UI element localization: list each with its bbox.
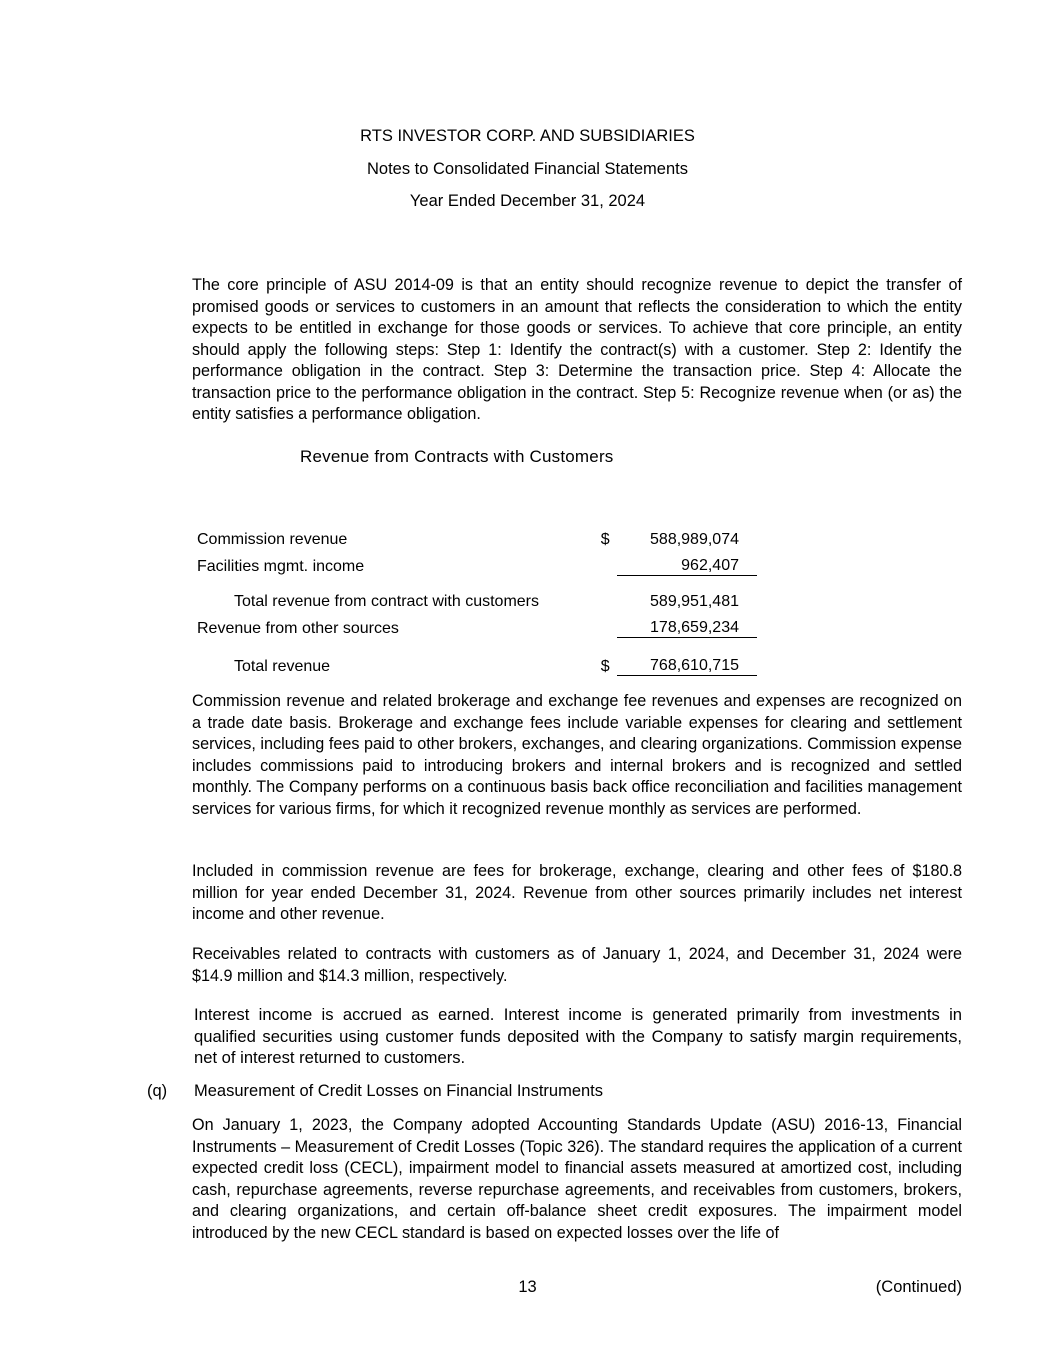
- currency-symbol: [601, 611, 618, 638]
- table-row: [197, 523, 757, 549]
- currency-symbol: [601, 549, 618, 576]
- subtotal-rule: [617, 576, 757, 586]
- table-row: [197, 611, 757, 638]
- cecl-paragraph: On January 1, 2023, the Company adopted Accounting Standards Update (ASU) 2016-13, Financial Instruments – Measurement of Credit Losses (Topic 326). The standard requires the application of a current expected credit loss (CECL), impairment model to financial assets measured at amortized cost, including cash, repurchase agreements, reverse repurchase agreements, and receivables from customers, brokers, and clearing organizations, and certain off-balance sheet credit exposures. The impairment model introduced by the new CECL standard is based on expected losses over the life of: [192, 1116, 962, 1242]
- commission-paragraph: Commission revenue and related brokerage and exchange fee revenues and expenses are recognized on a trade date basis. Brokerage and exchange fees include variable expenses for clearing and settlement services, including fees paid to other brokers, exchanges, and clearing organizations. Commission expense includes commissions paid to introducing brokers and internal brokers and is recognized and settled monthly. The Company performs on a continuous basis back office reconciliation and facilities management services for various firms, for which it recognized revenue monthly as services are performed.: [192, 692, 962, 818]
- table-divider-row: [197, 576, 757, 586]
- table-row: [197, 647, 757, 676]
- statement-subtitle: Notes to Consolidated Financial Statements: [366, 160, 688, 178]
- section-title: Measurement of Credit Losses on Financial Instruments: [194, 1082, 604, 1100]
- table-row: [197, 549, 757, 576]
- row-amount: 178,659,234: [650, 619, 739, 636]
- revenue-table: [197, 523, 757, 676]
- section-label: (q): [147, 1082, 168, 1100]
- total-rule: [617, 638, 757, 648]
- row-label: Total revenue: [234, 657, 331, 675]
- included-fees-paragraph: Included in commission revenue are fees for brokerage, exchange, clearing and other fees of $180.8 million for year ended December 31, 2024. Revenue from other sources primarily includes net interest income and other revenue.: [192, 862, 962, 923]
- currency-symbol: [601, 585, 618, 611]
- asu-principle-paragraph: The core principle of ASU 2014-09 is that an entity should recognize revenue to depict the transfer of promised goods or services to customers in an amount that reflects the consideration to which the entity expects to be entitled in exchange for those goods or services. To achieve that core principle, an entity should apply the following steps: Step 1: Identify the contract(s) with a customer. Step 2: Identify the performance obligation in the contract. Step 3: Determine the transaction price. Step 4: Allocate the transaction price to the performance obligation in the contract. Step 5: Recognize revenue when (or as) the entity satisfies a performance obligation.: [192, 276, 962, 423]
- row-amount: 589,951,481: [650, 593, 739, 610]
- revenue-table-title: Revenue from Contracts with Customers: [300, 447, 614, 466]
- interest-paragraph: Interest income is accrued as earned. Interest income is generated primarily from investments in qualified securities using customer funds deposited with the Company to satisfy margin requirements, net of interest returned to customers.: [194, 1005, 962, 1067]
- row-label: Revenue from other sources: [197, 619, 399, 637]
- currency-symbol: $: [600, 657, 610, 675]
- receivables-paragraph: Receivables related to contracts with customers as of January 1, 2024, and December 31, 2024 were $14.9 million and $14.3 million, respectively.: [192, 945, 962, 985]
- company-name: RTS INVESTOR CORP. AND SUBSIDIARIES: [360, 127, 695, 145]
- row-label: Commission revenue: [197, 531, 348, 548]
- currency-symbol: $: [600, 531, 610, 548]
- row-label: Facilities mgmt. income: [197, 557, 365, 575]
- row-label: Total revenue from contract with customers: [234, 593, 540, 610]
- row-amount: 588,989,074: [650, 531, 739, 548]
- table-divider-row: [197, 638, 757, 648]
- row-amount: 962,407: [681, 557, 739, 574]
- continued-label: (Continued): [875, 1278, 962, 1296]
- statement-period: Year Ended December 31, 2024: [409, 192, 646, 210]
- table-row: [197, 585, 757, 611]
- page-number: 13: [518, 1278, 537, 1296]
- row-amount: 768,610,715: [617, 647, 757, 676]
